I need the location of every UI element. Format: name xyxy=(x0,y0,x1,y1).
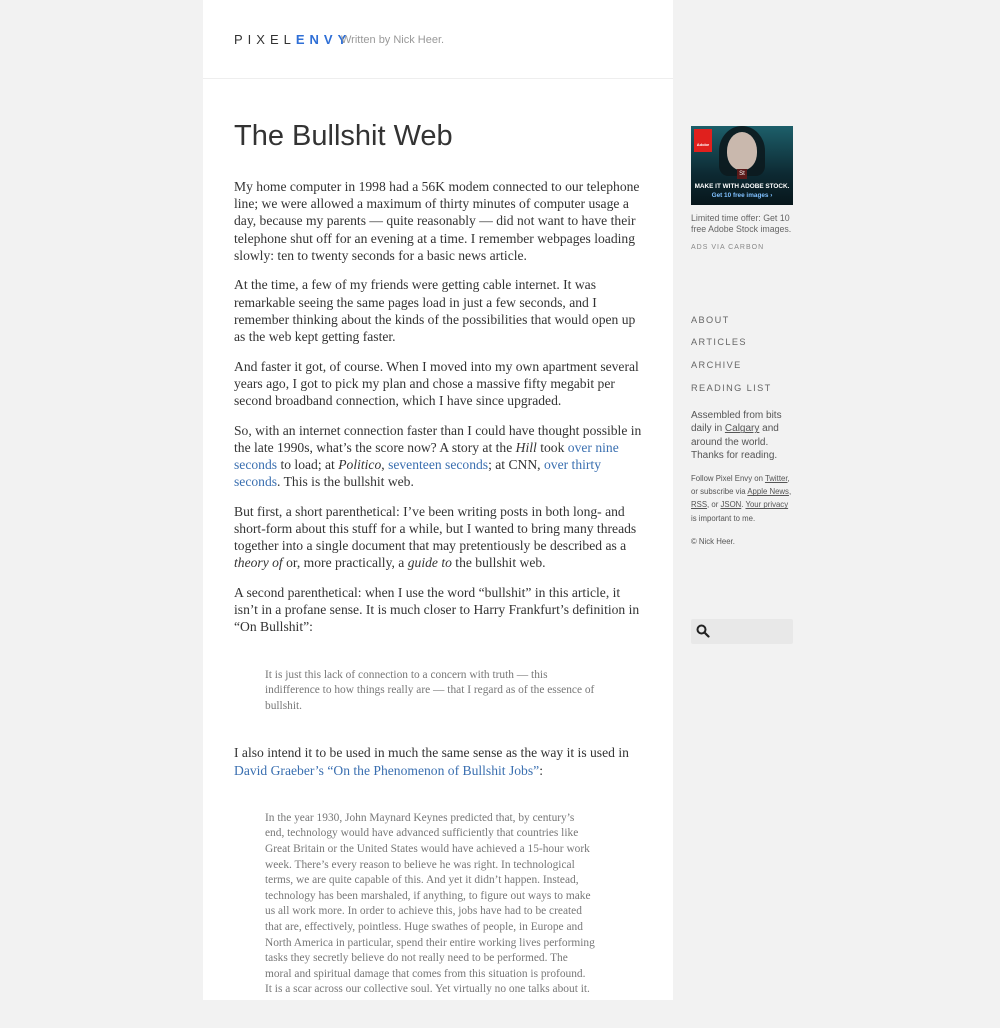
text: : xyxy=(539,762,543,778)
link-over-thirty-seconds[interactable]: over thirty seconds xyxy=(234,457,601,490)
text: took xyxy=(536,439,568,455)
search-icon[interactable] xyxy=(696,624,710,638)
link-over-nine-seconds[interactable]: over nine seconds xyxy=(234,439,619,473)
paragraph-4 xyxy=(234,422,642,491)
logo-accent: ENVY xyxy=(295,32,352,47)
adobe-logo-icon xyxy=(694,129,712,152)
site-logo[interactable] xyxy=(234,32,351,47)
text: I also intend it to be used in much the same sense as the way it is used in xyxy=(234,745,629,761)
text: , or xyxy=(707,500,721,510)
ad-image[interactable] xyxy=(691,126,793,205)
nav-about[interactable]: ABOUT xyxy=(691,314,730,325)
text: Follow Pixel Envy on xyxy=(691,474,765,483)
text: . xyxy=(741,500,746,510)
stock-badge: St xyxy=(737,169,747,179)
link-twitter[interactable]: Twitter xyxy=(764,474,788,483)
paragraph-5 xyxy=(234,503,642,572)
ad-model-image xyxy=(727,132,757,170)
nav-archive[interactable]: ARCHIVE xyxy=(691,360,742,370)
follow-links xyxy=(691,472,793,525)
ads-via-carbon[interactable]: ADS VIA CARBON xyxy=(691,243,765,251)
text: to load; at xyxy=(277,457,339,473)
text: But first, a short parenthetical: I’ve been writing posts in both long- and short-form about this stuff for a while, but I wanted to bring many threads together into a single document that may pretentiously be described as a xyxy=(234,503,637,554)
article-title: The Bullshit Web xyxy=(234,120,453,152)
link-rss[interactable]: RSS xyxy=(691,500,708,510)
byline: Written by Nick Heer. xyxy=(341,34,445,46)
text: ; at CNN, xyxy=(488,457,544,473)
ad-cta: Get 10 free images › xyxy=(711,192,773,199)
ad-description[interactable]: Limited time offer: Get 10 free Adobe Stock images. xyxy=(691,213,792,235)
emphasis: theory of xyxy=(234,555,283,571)
text: the bullshit web. xyxy=(451,555,546,571)
text: and around the world. Thanks for reading. xyxy=(691,423,779,461)
publication-name: Politico xyxy=(338,457,382,473)
paragraph-7 xyxy=(234,744,642,778)
ad-headline: MAKE IT WITH ADOBE STOCK. xyxy=(694,183,790,190)
ad-logo-text: Adobe xyxy=(696,142,710,147)
search-input[interactable] xyxy=(713,623,791,641)
quote-text: It is just this lack of connection to a concern with truth — this indifference to how things really are — that I regard as of the essence of bullshit. xyxy=(265,668,595,712)
article xyxy=(234,118,642,1028)
text: Assembled from bits daily in xyxy=(691,410,782,435)
quote-text: In the year 1930, John Maynard Keynes predicted that, by century’s end, technology would have advanced sufficiently that countries like Great Britain or the United States would have achieved a 15-hour work week. There’s every reason to believe he was right. In technological terms, we are quite capable of this. And yet it didn’t happen. Instead, technology has been marshaled, if anything, to figure out ways to make us all work more. In order to achieve this, jobs have had to be created that are, effectively, pointless. Huge swathes of people, in Europe and North America in particular, spend their entire working lives performing tasks they secretly believe do not really need to be performed. The moral and spiritual damage that comes from this situation is profound. It is a scar across our collective soul. Yet virtually no one talks about it. xyxy=(265,811,595,996)
link-seventeen-seconds[interactable]: seventeen seconds xyxy=(388,457,489,473)
blockquote-frankfurt xyxy=(265,668,595,715)
publication-name: Hill xyxy=(515,439,537,455)
search-box[interactable] xyxy=(691,619,793,644)
paragraph-3: And faster it got, of course. When I moved into my own apartment several years ago, I got to pick my plan and chose a massive fifty megabit per second broadband connection, which I have since upgraded. xyxy=(234,358,639,409)
link-apple-news[interactable]: Apple News xyxy=(747,487,789,497)
paragraph-2: At the time, a few of my friends were getting cable internet. It was remarkable seeing the same pages load in just a few seconds, and I remember thinking about the kinds of the possibilities that would open up as the web kept getting faster. xyxy=(234,277,636,345)
link-calgary[interactable]: Calgary xyxy=(724,423,760,435)
text: or, more practically, a xyxy=(282,555,408,571)
text: , or subscribe via xyxy=(691,474,790,497)
text: So, with an internet connection faster than I could have thought possible in the late 1990s, what’s the score now? A story at the xyxy=(234,422,642,455)
link-privacy[interactable]: Your privacy xyxy=(745,500,789,510)
link-json[interactable]: JSON xyxy=(720,500,742,510)
blockquote-graeber xyxy=(265,811,595,998)
paragraph-1: My home computer in 1998 had a 56K modem connected to our telephone line; we were allowed a maximum of thirty minutes of computer usage a day, because my parents — quite reasonably — did not want to have their telephone shut off for an evening at a time. I remember webpages loading slowly: ten to twenty seconds for a basic news article. xyxy=(234,179,640,263)
paragraph-6: A second parenthetical: when I use the word “bullshit” in this article, it isn’t in a profane sense. It is much closer to Harry Frankfurt’s definition in “On Bullshit”: xyxy=(234,585,640,635)
emphasis: guide to xyxy=(407,555,452,571)
sidebar-nav xyxy=(691,315,793,405)
about-blurb xyxy=(691,409,793,462)
masthead xyxy=(203,0,673,79)
nav-articles[interactable]: ARTICLES xyxy=(691,337,747,348)
sidebar xyxy=(691,126,793,546)
logo-plain: PIXEL xyxy=(234,32,296,47)
text: , xyxy=(381,457,389,473)
nav-reading-list[interactable]: READING LIST xyxy=(691,382,772,393)
text: , xyxy=(788,487,792,497)
text: is important to me. xyxy=(691,513,756,523)
link-bullshit-jobs[interactable]: David Graeber’s “On the Phenomenon of Bullshit Jobs” xyxy=(234,762,540,778)
copyright: © Nick Heer. xyxy=(691,536,735,546)
text: . This is the bullshit web. xyxy=(277,474,414,490)
